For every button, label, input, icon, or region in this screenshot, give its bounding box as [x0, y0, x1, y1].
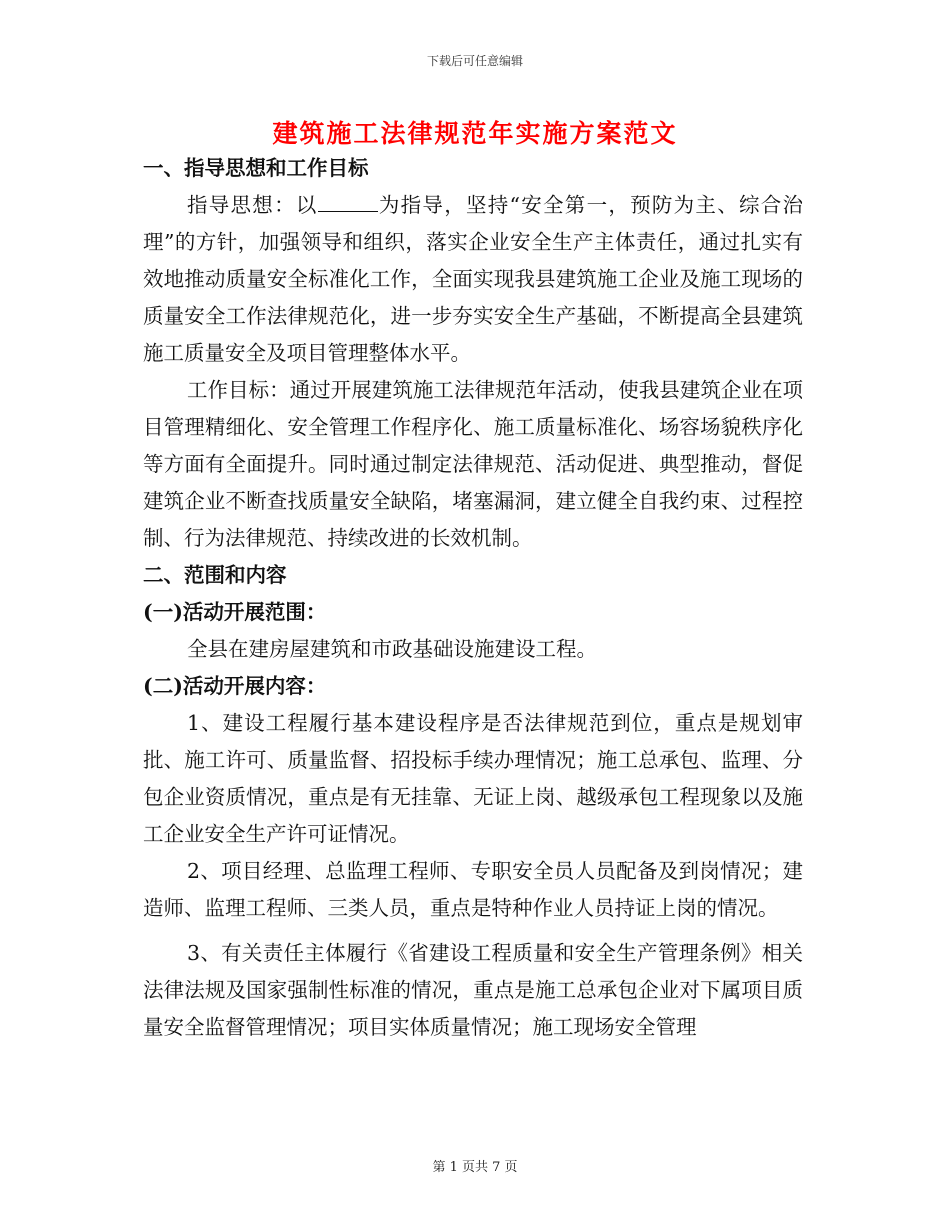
- paragraph-scope: 全县在建房屋建筑和市政基础设施建设工程。: [187, 637, 597, 661]
- guiding-idea-text: 为指导，坚持“安全第一，预防为主、综合治理”的方针，加强领导和组织，落实企业安全生产主体责任，通过扎实有效地推动质量安全标准化工作，全面实现我县建筑施工企业及施工现场的质量安全工作法律规范化，进一步夯实安全生产基础，不断提高全县建筑施工质量安全及项目管理整体水平。: [143, 193, 804, 365]
- section-heading-2: 二、范围和内容: [143, 563, 287, 587]
- guiding-idea-prefix: 指导思想：以: [187, 193, 318, 217]
- fill-in-blank: [318, 189, 378, 212]
- paragraph-work-goal: 工作目标：通过开展建筑施工法律规范年活动，使我县建筑企业在项目管理精细化、安全管理工作程序化、施工质量标准化、场容场貌秩序化等方面有全面提升。同时通过制定法律规范、活动促进、典型推动，督促建筑企业不断查找质量安全缺陷，堵塞漏洞，建立健全自我约束、过程控制、行为法律规范、持续改进的长效机制。: [143, 378, 803, 550]
- list-item-2: 2、项目经理、总监理工程师、专职安全员人员配备及到岗情况；建造师、监理工程师、三类人员，重点是特种作业人员持证上岗的情况。: [143, 859, 803, 920]
- list-item-1: 1、建设工程履行基本建设程序是否法律规范到位，重点是规划审批、施工许可、质量监督、招投标手续办理情况；施工总承包、监理、分包企业资质情况，重点是有无挂靠、无证上岗、越级承包工程现象以及施工企业安全生产许可证情况。: [143, 711, 803, 846]
- list-item-3: 3、有关责任主体履行《省建设工程质量和安全生产管理条例》相关法律法规及国家强制性标准的情况，重点是施工总承包企业对下属项目质量安全监督管理情况；项目实体质量情况；施工现场安全管理: [143, 941, 803, 1039]
- document-title: 建筑施工法律规范年实施方案范文: [272, 119, 678, 148]
- paragraph-guiding-idea: [143, 187, 803, 372]
- document-body: [143, 150, 803, 1046]
- section-heading-1: 一、指导思想和工作目标: [143, 156, 369, 180]
- page-footer: 第 1 页共 7 页: [432, 1160, 518, 1175]
- subheading-scope: (一)活动开展范围：: [143, 600, 327, 624]
- subheading-content: (二)活动开展内容：: [143, 674, 327, 698]
- page-header: 下载后可任意编辑: [426, 54, 523, 68]
